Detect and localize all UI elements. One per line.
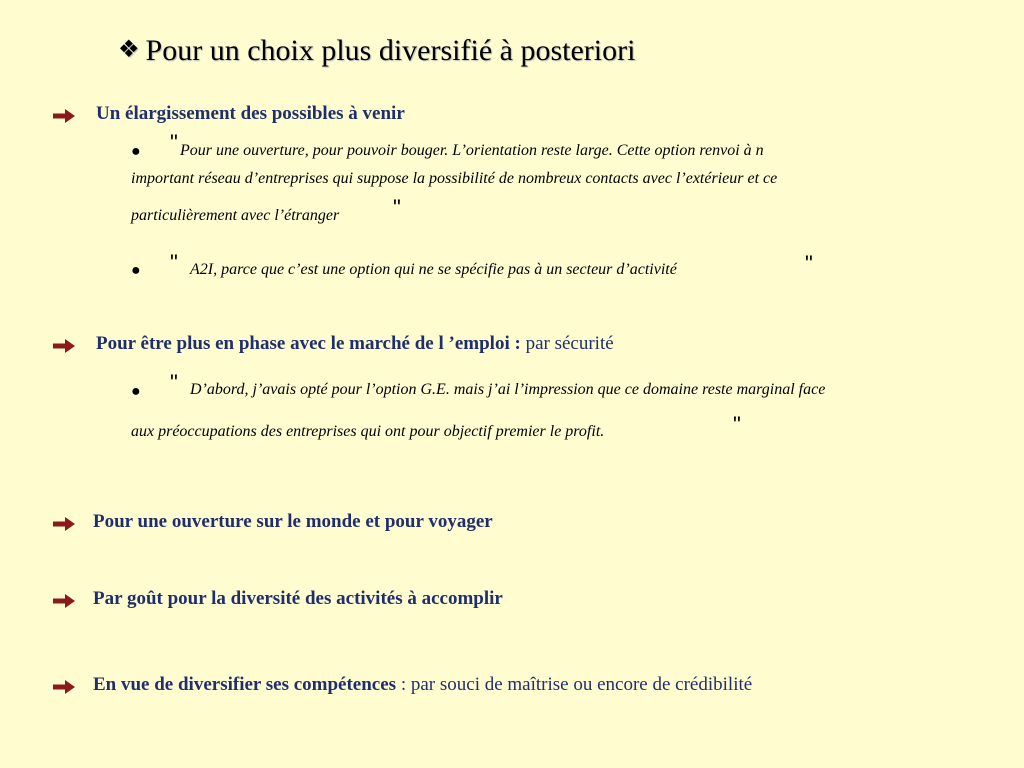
right-arrow-icon [52,108,76,124]
section-heading-diversite-activites [93,588,503,610]
right-arrow-icon [52,338,76,354]
close-quote: " [805,251,813,276]
quote-text-line: A2I, parce que c’est une option qui ne se spécifie pas à un secteur d’activité [190,261,677,278]
quote-text-line: aux préoccupations des entreprises qui ont pour objectif premier le profit. [131,423,605,440]
open-quote: " [170,370,178,395]
close-quote: " [393,195,401,220]
section-heading-ouverture-monde [93,511,493,533]
right-arrow-icon [52,593,76,609]
right-arrow-icon [52,516,76,532]
heading-text: Par goût pour la diversité des activités à accomplir [93,588,503,609]
quote-text-line: important réseau d’entreprises qui suppose la possibilité de nombreux contacts avec l’extérieur et ce [131,170,778,187]
section-heading-elargissement [96,103,405,125]
quote-text-line: D’abord, j’avais opté pour l’option G.E. mais j’ai l’impression que ce domaine reste marginal face [190,381,826,398]
heading-rest-text: par sécurité [520,333,614,354]
section-heading-competences [93,674,752,696]
heading-rest-text: : par souci de maîtrise ou encore de crédibilité [396,674,753,695]
right-arrow-icon [52,679,76,695]
open-quote: " [170,250,178,275]
quote-text-line: particulièrement avec l’étranger [131,207,340,224]
close-quote: " [733,412,741,437]
quote-text-line: Pour une ouverture, pour pouvoir bouger. L’orientation reste large. Cette option renvoi à n [180,142,764,159]
bullet-dot: ● [131,383,141,400]
slide-title-text: Pour un choix plus diversifié à posteriori [145,34,636,67]
heading-text: Pour être plus en phase avec le marché de l ’emploi : [96,333,521,354]
heading-text: Pour une ouverture sur le monde et pour voyager [93,511,493,532]
bullet-dot: ● [131,143,141,160]
section-heading-marche-emploi [96,333,614,355]
heading-text: Un élargissement des possibles à venir [96,103,405,124]
open-quote: " [170,130,178,155]
slide-title [118,34,635,68]
heading-text: En vue de diversifier ses compétences [93,674,397,695]
bullet-dot: ● [131,262,141,279]
diamond-bullet-icon: ❖ [118,37,140,63]
